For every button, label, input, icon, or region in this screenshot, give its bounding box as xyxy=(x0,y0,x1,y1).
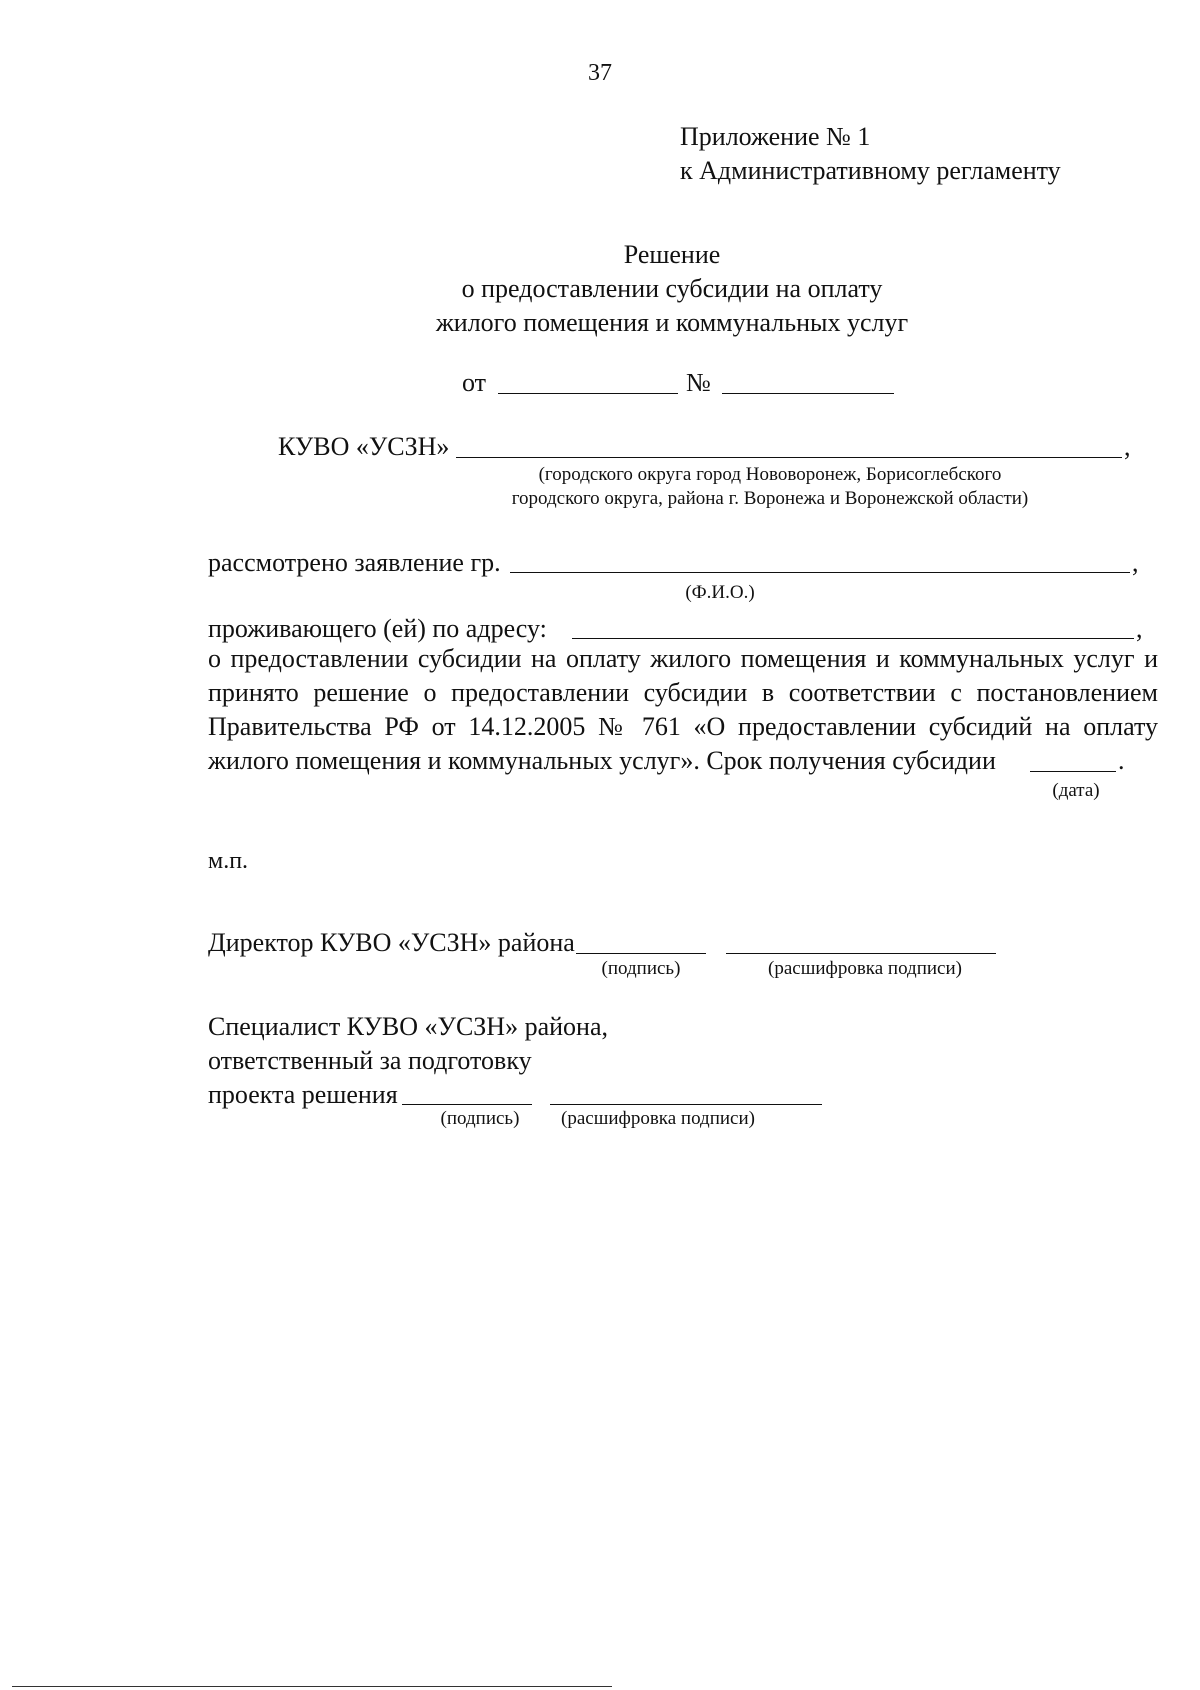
agency-comma: , xyxy=(1124,432,1131,461)
applicant-name-line xyxy=(510,572,1130,573)
director-signature-caption: (подпись) xyxy=(601,958,681,979)
body-period: . xyxy=(1118,746,1125,775)
date-blank-line xyxy=(498,393,678,394)
address-blank-line xyxy=(572,638,1134,639)
title-line-1: Решение xyxy=(623,240,721,269)
subsidy-date-line xyxy=(1030,771,1116,772)
agency-label: КУВО «УСЗН» xyxy=(278,432,450,461)
director-decode-caption: (расшифровка подписи) xyxy=(768,958,962,979)
stamp-place: м.п. xyxy=(208,848,249,874)
specialist-decode-caption: (расшифровка подписи) xyxy=(561,1108,755,1129)
specialist-signature-caption: (подпись) xyxy=(440,1108,520,1129)
body-line-3: Правительства РФ от 14.12.2005 № 761 «О предоставлении субсидий на оплату xyxy=(208,712,1158,741)
date-caption: (дата) xyxy=(1052,780,1100,801)
director-signature-line xyxy=(576,953,706,954)
specialist-line-2: ответственный за подготовку xyxy=(208,1046,532,1075)
appendix-line-1: Приложение № 1 xyxy=(680,122,871,151)
number-blank-line xyxy=(722,393,894,394)
page-number: 37 xyxy=(588,60,612,86)
agency-caption-line-2: городского округа, района г. Воронежа и Воронежской области) xyxy=(511,488,1029,509)
fio-caption: (Ф.И.О.) xyxy=(685,582,755,603)
date-from-label: от xyxy=(462,368,487,397)
application-label: рассмотрено заявление гр. xyxy=(208,548,501,577)
application-comma: , xyxy=(1132,548,1139,577)
director-label: Директор КУВО «УСЗН» района xyxy=(208,928,575,957)
specialist-decode-line xyxy=(550,1104,822,1105)
title-line-3: жилого помещения и коммунальных услуг xyxy=(435,308,909,337)
director-decode-line xyxy=(726,953,996,954)
agency-caption-line-1: (городского округа город Нововоронеж, Борисоглебского xyxy=(538,464,1002,485)
agency-blank-line xyxy=(456,457,1122,458)
specialist-signature-line xyxy=(402,1104,532,1105)
body-line-4: жилого помещения и коммунальных услуг». Срок получения субсидии xyxy=(208,746,996,775)
specialist-line-1: Специалист КУВО «УСЗН» района, xyxy=(208,1012,608,1041)
scan-edge-line xyxy=(12,1686,612,1687)
title-line-2: о предоставлении субсидии на оплату xyxy=(461,274,883,303)
specialist-line-3: проекта решения xyxy=(208,1080,398,1109)
body-line-2: принято решение о предоставлении субсидии в соответствии с постановлением xyxy=(208,678,1158,707)
body-line-1: о предоставлении субсидии на оплату жилого помещения и коммунальных услуг и xyxy=(208,644,1158,673)
number-label: № xyxy=(686,368,711,397)
address-comma: , xyxy=(1136,614,1143,643)
address-label: проживающего (ей) по адресу: xyxy=(208,614,547,643)
document-title xyxy=(72,238,1200,340)
appendix-header xyxy=(680,120,1061,188)
appendix-line-2: к Административному регламенту xyxy=(680,156,1061,185)
